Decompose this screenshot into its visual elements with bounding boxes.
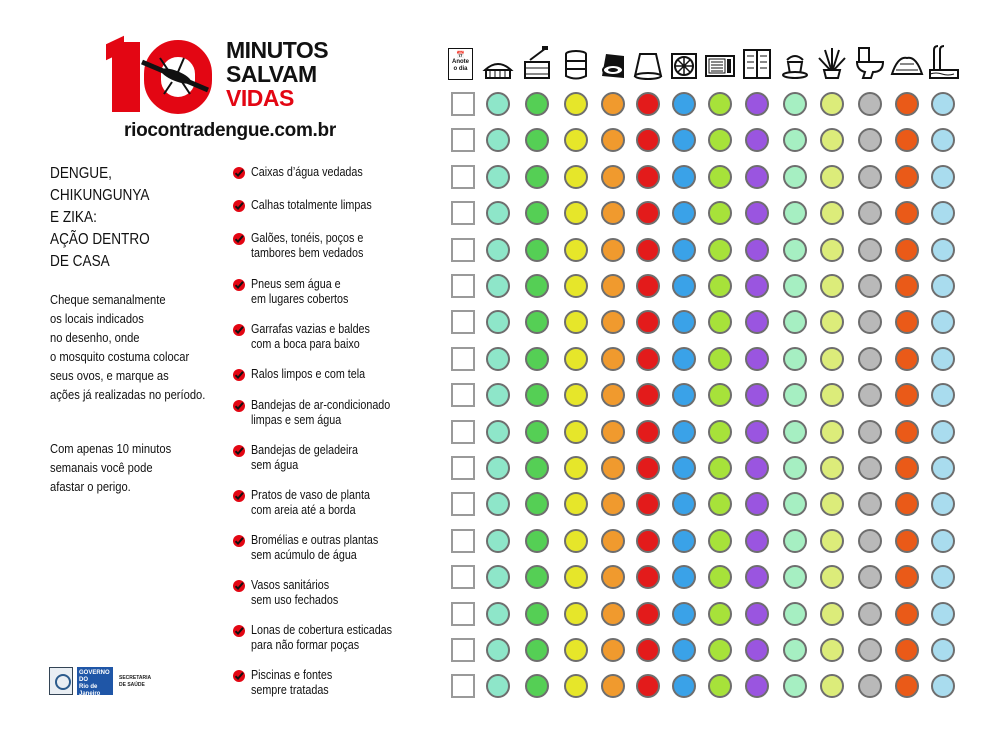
- check-circle[interactable]: [486, 420, 510, 444]
- check-circle[interactable]: [708, 602, 732, 626]
- check-circle[interactable]: [564, 492, 588, 516]
- check-circle[interactable]: [525, 92, 549, 116]
- date-checkbox[interactable]: [451, 347, 475, 371]
- check-circle[interactable]: [820, 674, 844, 698]
- check-circle[interactable]: [672, 165, 696, 189]
- check-circle[interactable]: [895, 529, 919, 553]
- check-circle[interactable]: [486, 92, 510, 116]
- check-circle[interactable]: [931, 274, 955, 298]
- check-circle[interactable]: [601, 638, 625, 662]
- check-circle[interactable]: [783, 310, 807, 334]
- check-circle[interactable]: [486, 165, 510, 189]
- check-circle[interactable]: [672, 383, 696, 407]
- check-circle[interactable]: [820, 565, 844, 589]
- check-circle[interactable]: [708, 201, 732, 225]
- check-circle[interactable]: [601, 420, 625, 444]
- check-circle[interactable]: [858, 238, 882, 262]
- paragraph-line: ações já realizadas no período.: [50, 387, 206, 402]
- date-checkbox[interactable]: [451, 92, 475, 116]
- paragraph-line: o mosquito costuma colocar: [50, 349, 190, 364]
- check-circle[interactable]: [745, 383, 769, 407]
- checklist-line: Vasos sanitários: [251, 578, 330, 592]
- heading-line: DENGUE,: [50, 165, 112, 182]
- check-circle[interactable]: [601, 128, 625, 152]
- check-circle[interactable]: [672, 529, 696, 553]
- note-day-label: Anote: [452, 59, 469, 65]
- check-circle[interactable]: [525, 128, 549, 152]
- check-circle[interactable]: [783, 274, 807, 298]
- check-circle[interactable]: [636, 274, 660, 298]
- check-circle[interactable]: [931, 165, 955, 189]
- checklist-line: sem acúmulo de água: [251, 548, 357, 562]
- check-circle[interactable]: [858, 420, 882, 444]
- check-circle[interactable]: [601, 456, 625, 480]
- check-circle[interactable]: [745, 238, 769, 262]
- checklist-line: sem água: [251, 458, 299, 472]
- check-circle[interactable]: [564, 529, 588, 553]
- check-circle[interactable]: [636, 529, 660, 553]
- check-circle[interactable]: [564, 383, 588, 407]
- date-checkbox[interactable]: [451, 602, 475, 626]
- check-circle[interactable]: [931, 602, 955, 626]
- checklist-line: Galões, tonéis, poços e: [251, 231, 364, 245]
- check-circle[interactable]: [783, 456, 807, 480]
- check-circle[interactable]: [636, 347, 660, 371]
- check-circle[interactable]: [636, 310, 660, 334]
- check-circle[interactable]: [931, 638, 955, 662]
- check-circle[interactable]: [858, 529, 882, 553]
- check-circle[interactable]: [895, 274, 919, 298]
- check-circle[interactable]: [895, 201, 919, 225]
- check-circle[interactable]: [895, 456, 919, 480]
- logo-word-minutos: MINUTOS: [226, 37, 329, 63]
- check-circle[interactable]: [672, 310, 696, 334]
- checklist-line: Pneus sem água e: [251, 277, 341, 291]
- check-circle[interactable]: [783, 638, 807, 662]
- date-checkbox[interactable]: [451, 565, 475, 589]
- check-circle[interactable]: [895, 347, 919, 371]
- check-circle[interactable]: [525, 383, 549, 407]
- check-circle[interactable]: [783, 529, 807, 553]
- check-circle[interactable]: [820, 456, 844, 480]
- check-circle[interactable]: [708, 274, 732, 298]
- check-circle[interactable]: [783, 602, 807, 626]
- check-circle[interactable]: [672, 456, 696, 480]
- check-circle[interactable]: [931, 565, 955, 589]
- logo-word-vidas: VIDAS: [226, 85, 294, 111]
- check-circle[interactable]: [601, 347, 625, 371]
- checklist-line: Bandejas de geladeira: [251, 443, 358, 457]
- date-checkbox[interactable]: [451, 165, 475, 189]
- check-circle[interactable]: [745, 529, 769, 553]
- check-circle[interactable]: [931, 383, 955, 407]
- check-circle[interactable]: [486, 347, 510, 371]
- check-circle[interactable]: [486, 602, 510, 626]
- check-circle[interactable]: [564, 238, 588, 262]
- check-circle[interactable]: [486, 383, 510, 407]
- check-circle[interactable]: [601, 165, 625, 189]
- check-circle[interactable]: [895, 92, 919, 116]
- check-circle[interactable]: [820, 347, 844, 371]
- check-circle[interactable]: [858, 602, 882, 626]
- check-circle[interactable]: [745, 92, 769, 116]
- check-circle[interactable]: [636, 492, 660, 516]
- check-circle[interactable]: [783, 128, 807, 152]
- check-circle[interactable]: [783, 674, 807, 698]
- check-circle[interactable]: [486, 565, 510, 589]
- check-circle[interactable]: [931, 128, 955, 152]
- check-circle[interactable]: [858, 638, 882, 662]
- paragraph-line: no desenho, onde: [50, 330, 140, 345]
- heading-line: CHIKUNGUNYA: [50, 187, 150, 204]
- check-circle[interactable]: [745, 274, 769, 298]
- check-circle[interactable]: [858, 165, 882, 189]
- checklist-line: para não formar poças: [251, 638, 360, 652]
- check-circle[interactable]: [564, 456, 588, 480]
- logo-url: riocontradengue.com.br: [124, 120, 336, 141]
- paragraph-line: semanais você pode: [50, 460, 153, 475]
- check-circle[interactable]: [564, 92, 588, 116]
- gov-box-line: Janeiro: [79, 691, 101, 697]
- check-circle[interactable]: [895, 165, 919, 189]
- check-circle[interactable]: [564, 638, 588, 662]
- checklist-line: com areia até a borda: [251, 503, 356, 517]
- check-circle[interactable]: [564, 565, 588, 589]
- check-circle[interactable]: [486, 529, 510, 553]
- check-circle[interactable]: [858, 201, 882, 225]
- check-circle[interactable]: [601, 674, 625, 698]
- check-circle[interactable]: [672, 201, 696, 225]
- check-circle[interactable]: [931, 310, 955, 334]
- check-circle[interactable]: [672, 674, 696, 698]
- check-circle[interactable]: [486, 492, 510, 516]
- checklist-line: Calhas totalmente limpas: [251, 198, 372, 212]
- check-circle[interactable]: [564, 310, 588, 334]
- check-circle[interactable]: [745, 201, 769, 225]
- check-circle[interactable]: [525, 638, 549, 662]
- check-circle[interactable]: [931, 674, 955, 698]
- check-circle[interactable]: [745, 565, 769, 589]
- check-circle[interactable]: [820, 310, 844, 334]
- check-circle[interactable]: [486, 674, 510, 698]
- check-circle[interactable]: [636, 238, 660, 262]
- check-circle[interactable]: [820, 420, 844, 444]
- check-circle[interactable]: [636, 201, 660, 225]
- check-circle[interactable]: [525, 492, 549, 516]
- checklist-line: sempre tratadas: [251, 683, 329, 697]
- check-circle[interactable]: [525, 274, 549, 298]
- check-circle[interactable]: [708, 238, 732, 262]
- checklist-line: Bromélias e outras plantas: [251, 533, 379, 547]
- gov-box-line: Rio de: [79, 684, 98, 690]
- check-circle[interactable]: [636, 565, 660, 589]
- check-circle[interactable]: [783, 383, 807, 407]
- check-circle[interactable]: [820, 128, 844, 152]
- check-circle[interactable]: [672, 638, 696, 662]
- checklist-line: Lonas de cobertura esticadas: [251, 623, 393, 637]
- date-checkbox[interactable]: [451, 238, 475, 262]
- check-circle[interactable]: [820, 238, 844, 262]
- check-circle[interactable]: [783, 92, 807, 116]
- check-circle[interactable]: [708, 310, 732, 334]
- check-circle[interactable]: [858, 310, 882, 334]
- check-circle[interactable]: [931, 92, 955, 116]
- checklist-line: com a boca para baixo: [251, 337, 360, 351]
- check-circle[interactable]: [820, 529, 844, 553]
- check-circle[interactable]: [486, 201, 510, 225]
- check-circle[interactable]: [601, 274, 625, 298]
- check-circle[interactable]: [525, 529, 549, 553]
- heading-line: AÇÃO DENTRO: [50, 231, 150, 248]
- paragraph-line: Com apenas 10 minutos: [50, 441, 172, 456]
- check-circle[interactable]: [820, 92, 844, 116]
- check-circle[interactable]: [564, 420, 588, 444]
- check-circle[interactable]: [601, 310, 625, 334]
- check-circle[interactable]: [745, 347, 769, 371]
- check-circle[interactable]: [525, 165, 549, 189]
- check-circle[interactable]: [820, 383, 844, 407]
- check-circle[interactable]: [895, 238, 919, 262]
- check-circle[interactable]: [564, 274, 588, 298]
- check-circle[interactable]: [858, 456, 882, 480]
- check-circle[interactable]: [564, 602, 588, 626]
- check-circle[interactable]: [672, 238, 696, 262]
- check-circle[interactable]: [895, 674, 919, 698]
- check-circle[interactable]: [636, 128, 660, 152]
- check-circle[interactable]: [895, 420, 919, 444]
- gov-box-line: GOVERNO DO: [79, 670, 110, 683]
- check-circle[interactable]: [931, 347, 955, 371]
- check-circle[interactable]: [931, 201, 955, 225]
- check-circle[interactable]: [636, 383, 660, 407]
- date-checkbox[interactable]: [451, 420, 475, 444]
- check-circle[interactable]: [486, 274, 510, 298]
- check-circle[interactable]: [564, 165, 588, 189]
- date-checkbox[interactable]: [451, 128, 475, 152]
- paragraph-line: os locais indicados: [50, 311, 144, 326]
- check-circle[interactable]: [783, 238, 807, 262]
- check-circle[interactable]: [931, 529, 955, 553]
- check-circle[interactable]: [525, 456, 549, 480]
- checklist-line: em lugares cobertos: [251, 292, 349, 306]
- check-circle[interactable]: [745, 456, 769, 480]
- check-circle[interactable]: [820, 492, 844, 516]
- secretaria-line: SECRETARIA: [119, 675, 152, 681]
- check-circle[interactable]: [672, 347, 696, 371]
- note-day-icon: 📅: [456, 52, 465, 59]
- check-circle[interactable]: [931, 238, 955, 262]
- check-circle[interactable]: [672, 274, 696, 298]
- check-circle[interactable]: [858, 92, 882, 116]
- check-circle[interactable]: [601, 92, 625, 116]
- check-circle[interactable]: [672, 92, 696, 116]
- check-circle[interactable]: [931, 456, 955, 480]
- check-circle[interactable]: [601, 602, 625, 626]
- check-circle[interactable]: [636, 92, 660, 116]
- check-circle[interactable]: [820, 602, 844, 626]
- heading-line: DE CASA: [50, 253, 110, 270]
- check-circle[interactable]: [783, 201, 807, 225]
- check-circle[interactable]: [486, 638, 510, 662]
- check-circle[interactable]: [672, 565, 696, 589]
- check-circle[interactable]: [601, 201, 625, 225]
- check-circle[interactable]: [858, 347, 882, 371]
- date-checkbox[interactable]: [451, 529, 475, 553]
- check-circle[interactable]: [858, 383, 882, 407]
- checklist-line: Caixas d’água vedadas: [251, 165, 363, 179]
- check-circle[interactable]: [708, 529, 732, 553]
- check-circle[interactable]: [601, 529, 625, 553]
- check-circle[interactable]: [895, 383, 919, 407]
- check-circle[interactable]: [601, 383, 625, 407]
- date-checkbox[interactable]: [451, 310, 475, 334]
- check-circle[interactable]: [564, 674, 588, 698]
- check-circle[interactable]: [708, 638, 732, 662]
- check-circle[interactable]: [636, 602, 660, 626]
- check-circle[interactable]: [601, 565, 625, 589]
- check-circle[interactable]: [708, 383, 732, 407]
- date-checkbox[interactable]: [451, 201, 475, 225]
- logo-word-salvam: SALVAM: [226, 61, 317, 87]
- check-circle[interactable]: [745, 310, 769, 334]
- check-circle[interactable]: [820, 201, 844, 225]
- date-checkbox[interactable]: [451, 674, 475, 698]
- check-circle[interactable]: [708, 92, 732, 116]
- check-circle[interactable]: [745, 128, 769, 152]
- check-circle[interactable]: [708, 165, 732, 189]
- check-circle[interactable]: [745, 420, 769, 444]
- check-circle[interactable]: [745, 638, 769, 662]
- check-circle[interactable]: [636, 638, 660, 662]
- check-circle[interactable]: [820, 638, 844, 662]
- check-circle[interactable]: [858, 674, 882, 698]
- check-circle[interactable]: [708, 420, 732, 444]
- paragraph-line: Cheque semanalmente: [50, 292, 166, 307]
- heading-line: E ZIKA:: [50, 209, 97, 226]
- check-circle[interactable]: [708, 347, 732, 371]
- check-circle[interactable]: [783, 347, 807, 371]
- paragraph-line: afastar o perigo.: [50, 479, 131, 494]
- check-circle[interactable]: [486, 456, 510, 480]
- date-checkbox[interactable]: [451, 638, 475, 662]
- check-circle[interactable]: [820, 274, 844, 298]
- check-circle[interactable]: [858, 274, 882, 298]
- check-circle[interactable]: [672, 420, 696, 444]
- check-circle[interactable]: [636, 420, 660, 444]
- check-circle[interactable]: [783, 420, 807, 444]
- checklist-line: Bandejas de ar-condicionado: [251, 398, 391, 412]
- check-circle[interactable]: [895, 565, 919, 589]
- check-circle[interactable]: [858, 492, 882, 516]
- check-circle[interactable]: [601, 492, 625, 516]
- date-checkbox[interactable]: [451, 456, 475, 480]
- check-circle[interactable]: [525, 347, 549, 371]
- check-circle[interactable]: [564, 347, 588, 371]
- checklist-line: Piscinas e fontes: [251, 668, 333, 682]
- checklist-line: limpas e sem água: [251, 413, 342, 427]
- date-checkbox[interactable]: [451, 492, 475, 516]
- check-circle[interactable]: [745, 602, 769, 626]
- check-circle[interactable]: [895, 492, 919, 516]
- check-circle[interactable]: [783, 565, 807, 589]
- check-circle[interactable]: [708, 128, 732, 152]
- check-circle[interactable]: [525, 602, 549, 626]
- check-circle[interactable]: [858, 128, 882, 152]
- check-circle[interactable]: [858, 565, 882, 589]
- check-circle[interactable]: [745, 492, 769, 516]
- check-circle[interactable]: [672, 602, 696, 626]
- check-circle[interactable]: [525, 201, 549, 225]
- check-circle[interactable]: [564, 201, 588, 225]
- check-circle[interactable]: [895, 638, 919, 662]
- check-circle[interactable]: [708, 492, 732, 516]
- check-circle[interactable]: [931, 492, 955, 516]
- paragraph-line: seus ovos, e marque as: [50, 368, 169, 383]
- check-circle[interactable]: [745, 165, 769, 189]
- check-circle[interactable]: [708, 456, 732, 480]
- check-circle[interactable]: [708, 565, 732, 589]
- check-circle[interactable]: [525, 238, 549, 262]
- note-day-label: o dia: [453, 66, 468, 72]
- check-circle[interactable]: [672, 128, 696, 152]
- checklist-line: Pratos de vaso de planta: [251, 488, 370, 502]
- check-circle[interactable]: [745, 674, 769, 698]
- secretaria-line: DE SAÚDE: [119, 682, 145, 688]
- date-checkbox[interactable]: [451, 274, 475, 298]
- check-circle[interactable]: [895, 310, 919, 334]
- check-circle[interactable]: [895, 128, 919, 152]
- check-circle[interactable]: [783, 165, 807, 189]
- check-circle[interactable]: [783, 492, 807, 516]
- check-circle[interactable]: [525, 420, 549, 444]
- check-circle[interactable]: [525, 674, 549, 698]
- checklist-line: sem uso fechados: [251, 593, 339, 607]
- check-circle[interactable]: [636, 165, 660, 189]
- date-checkbox[interactable]: [451, 383, 475, 407]
- check-circle[interactable]: [636, 674, 660, 698]
- check-circle[interactable]: [820, 165, 844, 189]
- check-circle[interactable]: [486, 310, 510, 334]
- checklist-line: Garrafas vazias e baldes: [251, 322, 370, 336]
- check-circle[interactable]: [525, 565, 549, 589]
- check-circle[interactable]: [672, 492, 696, 516]
- checklist-line: Ralos limpos e com tela: [251, 367, 366, 381]
- check-circle[interactable]: [564, 128, 588, 152]
- check-circle[interactable]: [525, 310, 549, 334]
- check-circle[interactable]: [636, 456, 660, 480]
- check-circle[interactable]: [708, 674, 732, 698]
- check-circle[interactable]: [486, 128, 510, 152]
- checklist-line: tambores bem vedados: [251, 246, 364, 260]
- check-circle[interactable]: [601, 238, 625, 262]
- check-circle[interactable]: [931, 420, 955, 444]
- check-circle[interactable]: [895, 602, 919, 626]
- check-circle[interactable]: [486, 238, 510, 262]
